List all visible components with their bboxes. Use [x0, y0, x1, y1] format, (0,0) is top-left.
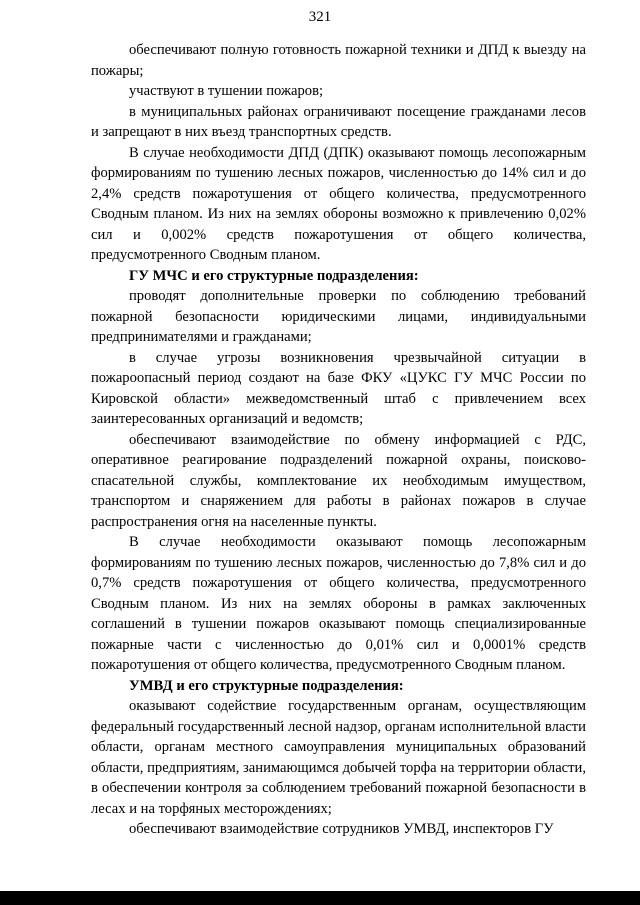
paragraph: обеспечивают полную готовность пожарной техники и ДПД к выезду на пожары; [91, 42, 586, 79]
section-heading: УМВД и его структурные подразделения: [129, 677, 404, 694]
section-heading: ГУ МЧС и его структурные подразделения: [129, 267, 419, 284]
paragraph: проводят дополнительные проверки по соблюдению требований пожарной безопасности юридическими лицами, индивидуальными предпринимателями и гражданами; [91, 288, 586, 345]
document-body [91, 40, 586, 840]
paragraph: оказывают содействие государственным органам, осуществляющим федеральный государственный лесной надзор, органам исполнительной власти области, органам местного самоуправления муниципальных образований области, предприятиям, занимающимся добычей торфа на территории области, в обеспечении контроля за соблюдением требований пожарной безопасности в лесах и на торфяных месторождениях; [91, 698, 586, 817]
paragraph: В случае необходимости оказывают помощь лесопожарным формированиям по тушению лесных пожаров, численностью до 7,8% сил и до 0,7% средств пожаротушения от общего количества, предусмотренного Сводным планом. Из них на землях обороны в рамках заключенных соглашений в тушении пожаров оказывают помощь специализированные пожарные части с численностью до 0,01% сил и 0,0001% средств пожаротушения от общего количества, предусмотренного Сводным планом. [91, 534, 586, 673]
paragraph: в случае угрозы возникновения чрезвычайной ситуации в пожароопасный период создают на базе ФКУ «ЦУКС ГУ МЧС России по Кировской области» межведомственный штаб с привлечением всех заинтересованных организаций и ведомств; [91, 349, 586, 427]
page-number: 321 [308, 9, 332, 25]
paragraph: обеспечивают взаимодействие сотрудников УМВД, инспекторов ГУ [129, 821, 554, 837]
paragraph: участвуют в тушении пожаров; [129, 83, 324, 99]
paragraph: обеспечивают взаимодействие по обмену информацией с РДС, оперативное реагирование подразделений пожарной охраны, поисково-спасательной службы, комплектование их необходимым имуществом, транспортом и снаряжением для работы в районах пожаров в случае распространения огня на населенные пункты. [91, 431, 586, 530]
scan-edge-bar [0, 891, 640, 905]
paragraph: В случае необходимости ДПД (ДПК) оказывают помощь лесопожарным формированиям по тушению лесных пожаров, численностью до 14% сил и до 2,4% средств пожаротушения от общего количества, предусмотренного Сводным планом. Из них на землях обороны возможно к привлечению 0,02% сил и 0,002% средств пожаротушения от общего количества, предусмотренного Сводным планом. [91, 144, 586, 263]
paragraph: в муниципальных районах ограничивают посещение гражданами лесов и запрещают в них въезд транспортных средств. [91, 103, 586, 140]
